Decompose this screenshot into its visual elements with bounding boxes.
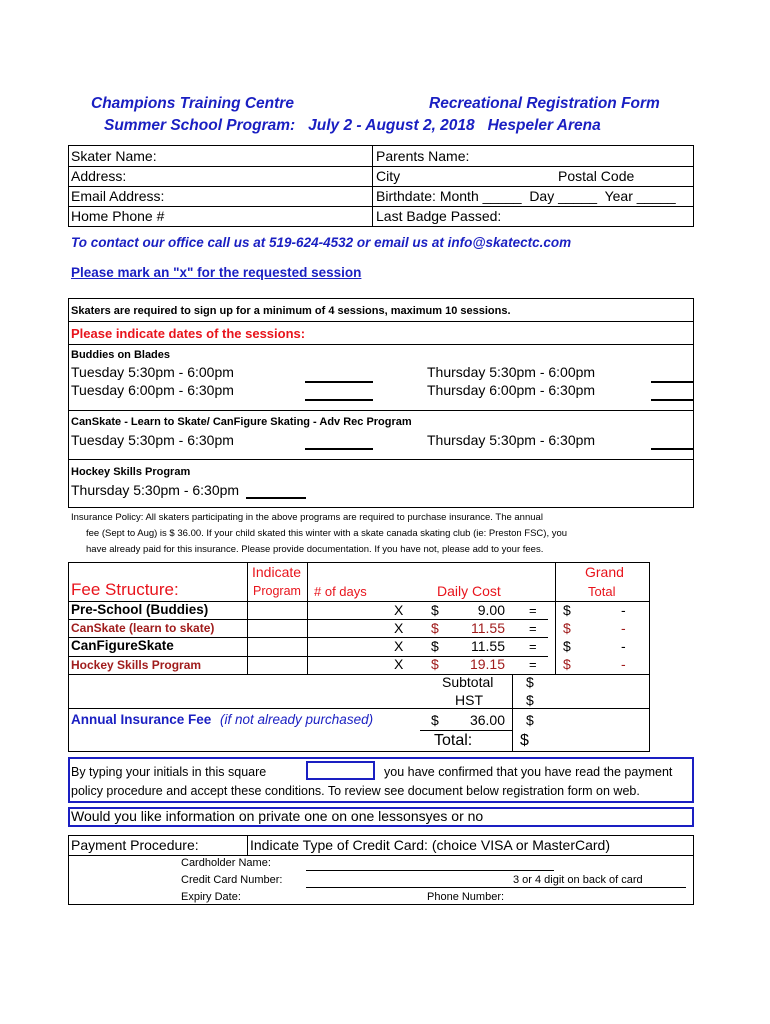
program-line: Summer School Program: July 2 - August 2, 2018 Hespeler Arena bbox=[104, 117, 601, 134]
fee-row-x: X bbox=[394, 656, 404, 672]
insurance-line1: Insurance Policy: All skaters participating in the above programs are required to purchase insurance. The annual bbox=[71, 512, 543, 523]
birthdate-field[interactable]: Birthdate: Month _____ Day _____ Year _____ bbox=[376, 188, 676, 204]
fee-row-cost: 19.15 bbox=[469, 656, 505, 672]
skater-name-field[interactable]: Skater Name: bbox=[71, 148, 157, 164]
fee-row-x: X bbox=[394, 602, 404, 618]
col-total: Total bbox=[588, 584, 616, 599]
card-number-line[interactable] bbox=[306, 887, 686, 888]
insurance-line3: have already paid for this insurance. Please provide documentation. If you have not, please add to your fees. bbox=[86, 544, 544, 555]
insurance-fee-label: Annual Insurance Fee bbox=[71, 712, 212, 727]
fee-row-grand: - bbox=[621, 656, 626, 672]
form-title: Recreational Registration Form bbox=[429, 95, 660, 112]
cardholder-line[interactable] bbox=[306, 870, 554, 871]
insurance-fee-note: (if not already purchased) bbox=[220, 712, 374, 727]
fee-row-equals: = bbox=[529, 621, 537, 636]
insurance-amount: 36.00 bbox=[469, 712, 505, 728]
home-phone-field[interactable]: Home Phone # bbox=[71, 208, 165, 224]
col-daily-cost: Daily Cost bbox=[437, 583, 501, 599]
initials-line2: policy procedure and accept these conditions. To review see document below registration form on web. bbox=[71, 784, 640, 798]
canskate-title: CanSkate - Learn to Skate/ CanFigure Skating - Adv Rec Program bbox=[71, 416, 412, 428]
fee-row-name: Hockey Skills Program bbox=[71, 658, 202, 672]
fee-row-cost: 11.55 bbox=[471, 638, 505, 654]
col-grand: Grand bbox=[585, 564, 624, 580]
buddies-thu2: Thursday 6:00pm - 6:30pm bbox=[427, 382, 596, 398]
buddies-tue2-blank[interactable] bbox=[305, 399, 373, 401]
hockey-thu: Thursday 5:30pm - 6:30pm bbox=[71, 482, 240, 498]
buddies-title: Buddies on Blades bbox=[71, 349, 171, 361]
fee-row-currency: $ bbox=[431, 602, 439, 618]
fee-row-name: CanFigureSkate bbox=[71, 638, 174, 653]
card-number-label: Credit Card Number: bbox=[181, 874, 283, 886]
total-label: Total: bbox=[434, 732, 473, 749]
canskate-tue-blank[interactable] bbox=[305, 448, 373, 450]
fee-row-grand: - bbox=[621, 602, 626, 618]
initials-line1-pre: By typing your initials in this square bbox=[71, 765, 267, 779]
insurance-currency: $ bbox=[431, 712, 439, 728]
phone-label: Phone Number: bbox=[427, 891, 505, 903]
canskate-thu: Thursday 5:30pm - 6:30pm bbox=[427, 432, 596, 448]
insurance-total-currency: $ bbox=[526, 712, 534, 728]
buddies-tue2: Tuesday 6:00pm - 6:30pm bbox=[71, 382, 234, 398]
address-field[interactable]: Address: bbox=[71, 168, 127, 184]
fee-row-name: CanSkate (learn to skate) bbox=[71, 621, 215, 635]
payment-label: Payment Procedure: bbox=[71, 837, 199, 853]
fee-row-grand: - bbox=[621, 620, 626, 636]
city-field[interactable]: City bbox=[376, 168, 401, 184]
fee-row-grand-currency: $ bbox=[563, 656, 571, 672]
total-currency: $ bbox=[520, 732, 529, 749]
cardholder-label: Cardholder Name: bbox=[181, 857, 271, 869]
buddies-tue1: Tuesday 5:30pm - 6:00pm bbox=[71, 364, 234, 380]
fee-row-name: Pre-School (Buddies) bbox=[71, 602, 209, 617]
session-requirement: Skaters are required to sign up for a minimum of 4 sessions, maximum 10 sessions. bbox=[71, 305, 511, 317]
contact-line: To contact our office call us at 519-624-4532 or email us at info@skatectc.com bbox=[71, 235, 572, 250]
fee-row-equals: = bbox=[529, 657, 537, 672]
fee-row-equals: = bbox=[529, 603, 537, 618]
insurance-line2: fee (Sept to Aug) is $ 36.00. If your child skated this winter with a skate canada skating club (ie: Preston FSC), you bbox=[86, 528, 568, 539]
last-badge-field[interactable]: Last Badge Passed: bbox=[376, 208, 502, 224]
fee-row-grand-currency: $ bbox=[563, 620, 571, 636]
fee-row-equals: = bbox=[529, 639, 537, 654]
fee-row-cost: 11.55 bbox=[471, 620, 505, 636]
parents-name-field[interactable]: Parents Name: bbox=[376, 148, 470, 164]
org-name: Champions Training Centre bbox=[91, 95, 294, 112]
fee-row-currency: $ bbox=[431, 656, 439, 672]
fee-row-cost: 9.00 bbox=[477, 602, 505, 618]
initials-input[interactable] bbox=[306, 761, 375, 780]
hockey-title: Hockey Skills Program bbox=[71, 466, 191, 478]
postal-code-field[interactable]: Postal Code bbox=[558, 168, 635, 184]
indicate-dates: Please indicate dates of the sessions: bbox=[71, 326, 306, 341]
buddies-thu1-blank[interactable] bbox=[651, 381, 694, 383]
buddies-tue1-blank[interactable] bbox=[305, 381, 373, 383]
mark-instruction: Please mark an "x" for the requested session bbox=[71, 265, 362, 280]
hst-label: HST bbox=[455, 692, 483, 708]
private-lessons-text: Would you like information on private one on one lessonsyes or no bbox=[71, 808, 484, 824]
fee-row-currency: $ bbox=[431, 620, 439, 636]
expiry-label: Expiry Date: bbox=[181, 891, 241, 903]
canskate-thu-blank[interactable] bbox=[651, 448, 694, 450]
fee-row-grand: - bbox=[621, 638, 626, 654]
col-indicate: Indicate bbox=[252, 564, 302, 580]
fee-structure-title: Fee Structure: bbox=[71, 580, 179, 599]
buddies-thu2-blank[interactable] bbox=[651, 399, 694, 401]
subtotal-currency: $ bbox=[526, 674, 534, 690]
card-type-label[interactable]: Indicate Type of Credit Card: (choice VISA or MasterCard) bbox=[250, 837, 611, 853]
hst-currency: $ bbox=[526, 692, 534, 708]
fee-row-grand-currency: $ bbox=[563, 638, 571, 654]
canskate-tue: Tuesday 5:30pm - 6:30pm bbox=[71, 432, 234, 448]
email-field[interactable]: Email Address: bbox=[71, 188, 165, 204]
fee-row-x: X bbox=[394, 620, 404, 636]
subtotal-label: Subtotal bbox=[442, 674, 494, 690]
initials-line1-post: you have confirmed that you have read the payment bbox=[384, 765, 673, 779]
fee-row-currency: $ bbox=[431, 638, 439, 654]
fee-row-x: X bbox=[394, 638, 404, 654]
cvv-note: 3 or 4 digit on back of card bbox=[513, 874, 643, 886]
col-program: Program bbox=[253, 584, 301, 598]
hockey-thu-blank[interactable] bbox=[246, 497, 306, 499]
col-days: # of days bbox=[314, 584, 367, 599]
fee-row-grand-currency: $ bbox=[563, 602, 571, 618]
buddies-thu1: Thursday 5:30pm - 6:00pm bbox=[427, 364, 596, 380]
